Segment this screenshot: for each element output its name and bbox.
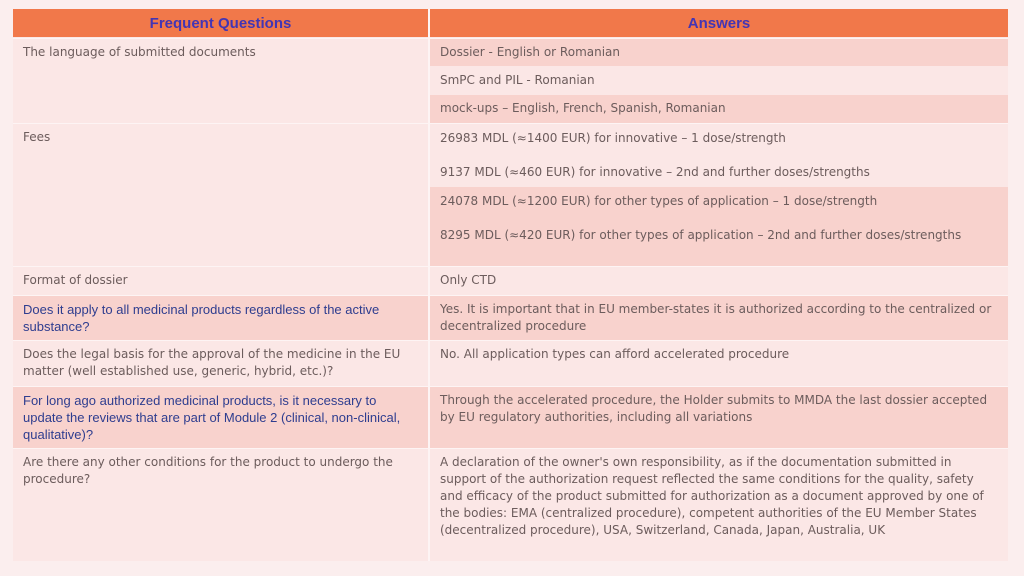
answer-cell	[430, 267, 1008, 295]
question-text: Format of dossier	[23, 273, 128, 287]
column-divider	[428, 9, 430, 561]
row-divider	[13, 386, 1008, 387]
question-text: Are there any other conditions for the product to undergo the procedure?	[23, 455, 393, 486]
answer-text: 24078 MDL (≈1200 EUR) for other types of application – 1 dose/strength	[440, 194, 878, 208]
answer-text: Only CTD	[440, 273, 497, 287]
question-cell	[13, 124, 428, 266]
row-divider	[13, 123, 1008, 124]
question-text: Does it apply to all medicinal products regardless of the active substance?	[23, 302, 380, 334]
question-cell	[13, 296, 428, 340]
answer-cell	[430, 124, 1008, 186]
row-divider	[13, 295, 1008, 296]
answer-text: No. All application types can afford accelerated procedure	[440, 347, 790, 361]
header-frequent-questions: Frequent Questions	[13, 9, 428, 37]
question-text: For long ago authorized medicinal products, is it necessary to update the reviews that are part of Module 2 (clinical, non-clinical, qualitative)?	[23, 393, 401, 442]
question-cell	[13, 267, 428, 295]
question-cell	[13, 341, 428, 386]
row-divider	[13, 38, 1008, 39]
question-text: The language of submitted documents	[23, 45, 256, 59]
question-cell	[13, 449, 428, 561]
answer-text: SmPC and PIL - Romanian	[440, 73, 595, 87]
question-cell	[13, 387, 428, 448]
answer-text: Dossier - English or Romanian	[440, 45, 621, 59]
answer-text: mock-ups – English, French, Spanish, Romanian	[440, 101, 726, 115]
answer-cell	[430, 95, 1008, 123]
answer-text: 9137 MDL (≈460 EUR) for innovative – 2nd and further doses/strengths	[440, 165, 870, 179]
row-divider	[13, 340, 1008, 341]
answer-cell	[430, 67, 1008, 94]
header-answers: Answers	[430, 9, 1008, 37]
faq-table	[13, 9, 1008, 561]
answer-text: 8295 MDL (≈420 EUR) for other types of application – 2nd and further doses/strengths	[440, 228, 962, 242]
answer-cell	[430, 296, 1008, 340]
row-divider	[13, 266, 1008, 267]
answer-text: Through the accelerated procedure, the Holder submits to MMDA the last dossier accepted by EU regulatory authorities, including all variations	[440, 393, 988, 424]
answer-text: 26983 MDL (≈1400 EUR) for innovative – 1 dose/strength	[440, 131, 786, 145]
answer-text: Yes. It is important that in EU member-states it is authorized according to the centralized or decentralized procedure	[440, 302, 992, 333]
question-cell	[13, 39, 428, 123]
answer-text: A declaration of the owner's own responsibility, as if the documentation submitted in support of the authorization request reflected the same conditions for the quality, safety and efficacy of the product submitted for authorization as a document approved by one of the bodies: EMA (centralized procedure), competent authorities of the EU Member States (decentralized procedure), USA, Switzerland, Canada, Japan, Australia, UK	[440, 455, 984, 537]
answer-cell	[430, 187, 1008, 266]
answer-cell	[430, 387, 1008, 448]
answer-cell	[430, 39, 1008, 66]
row-divider	[13, 448, 1008, 449]
question-text: Does the legal basis for the approval of the medicine in the EU matter (well established use, generic, hybrid, etc.)?	[23, 347, 401, 378]
answer-cell	[430, 341, 1008, 386]
question-text: Fees	[23, 130, 51, 144]
answer-cell	[430, 449, 1008, 561]
